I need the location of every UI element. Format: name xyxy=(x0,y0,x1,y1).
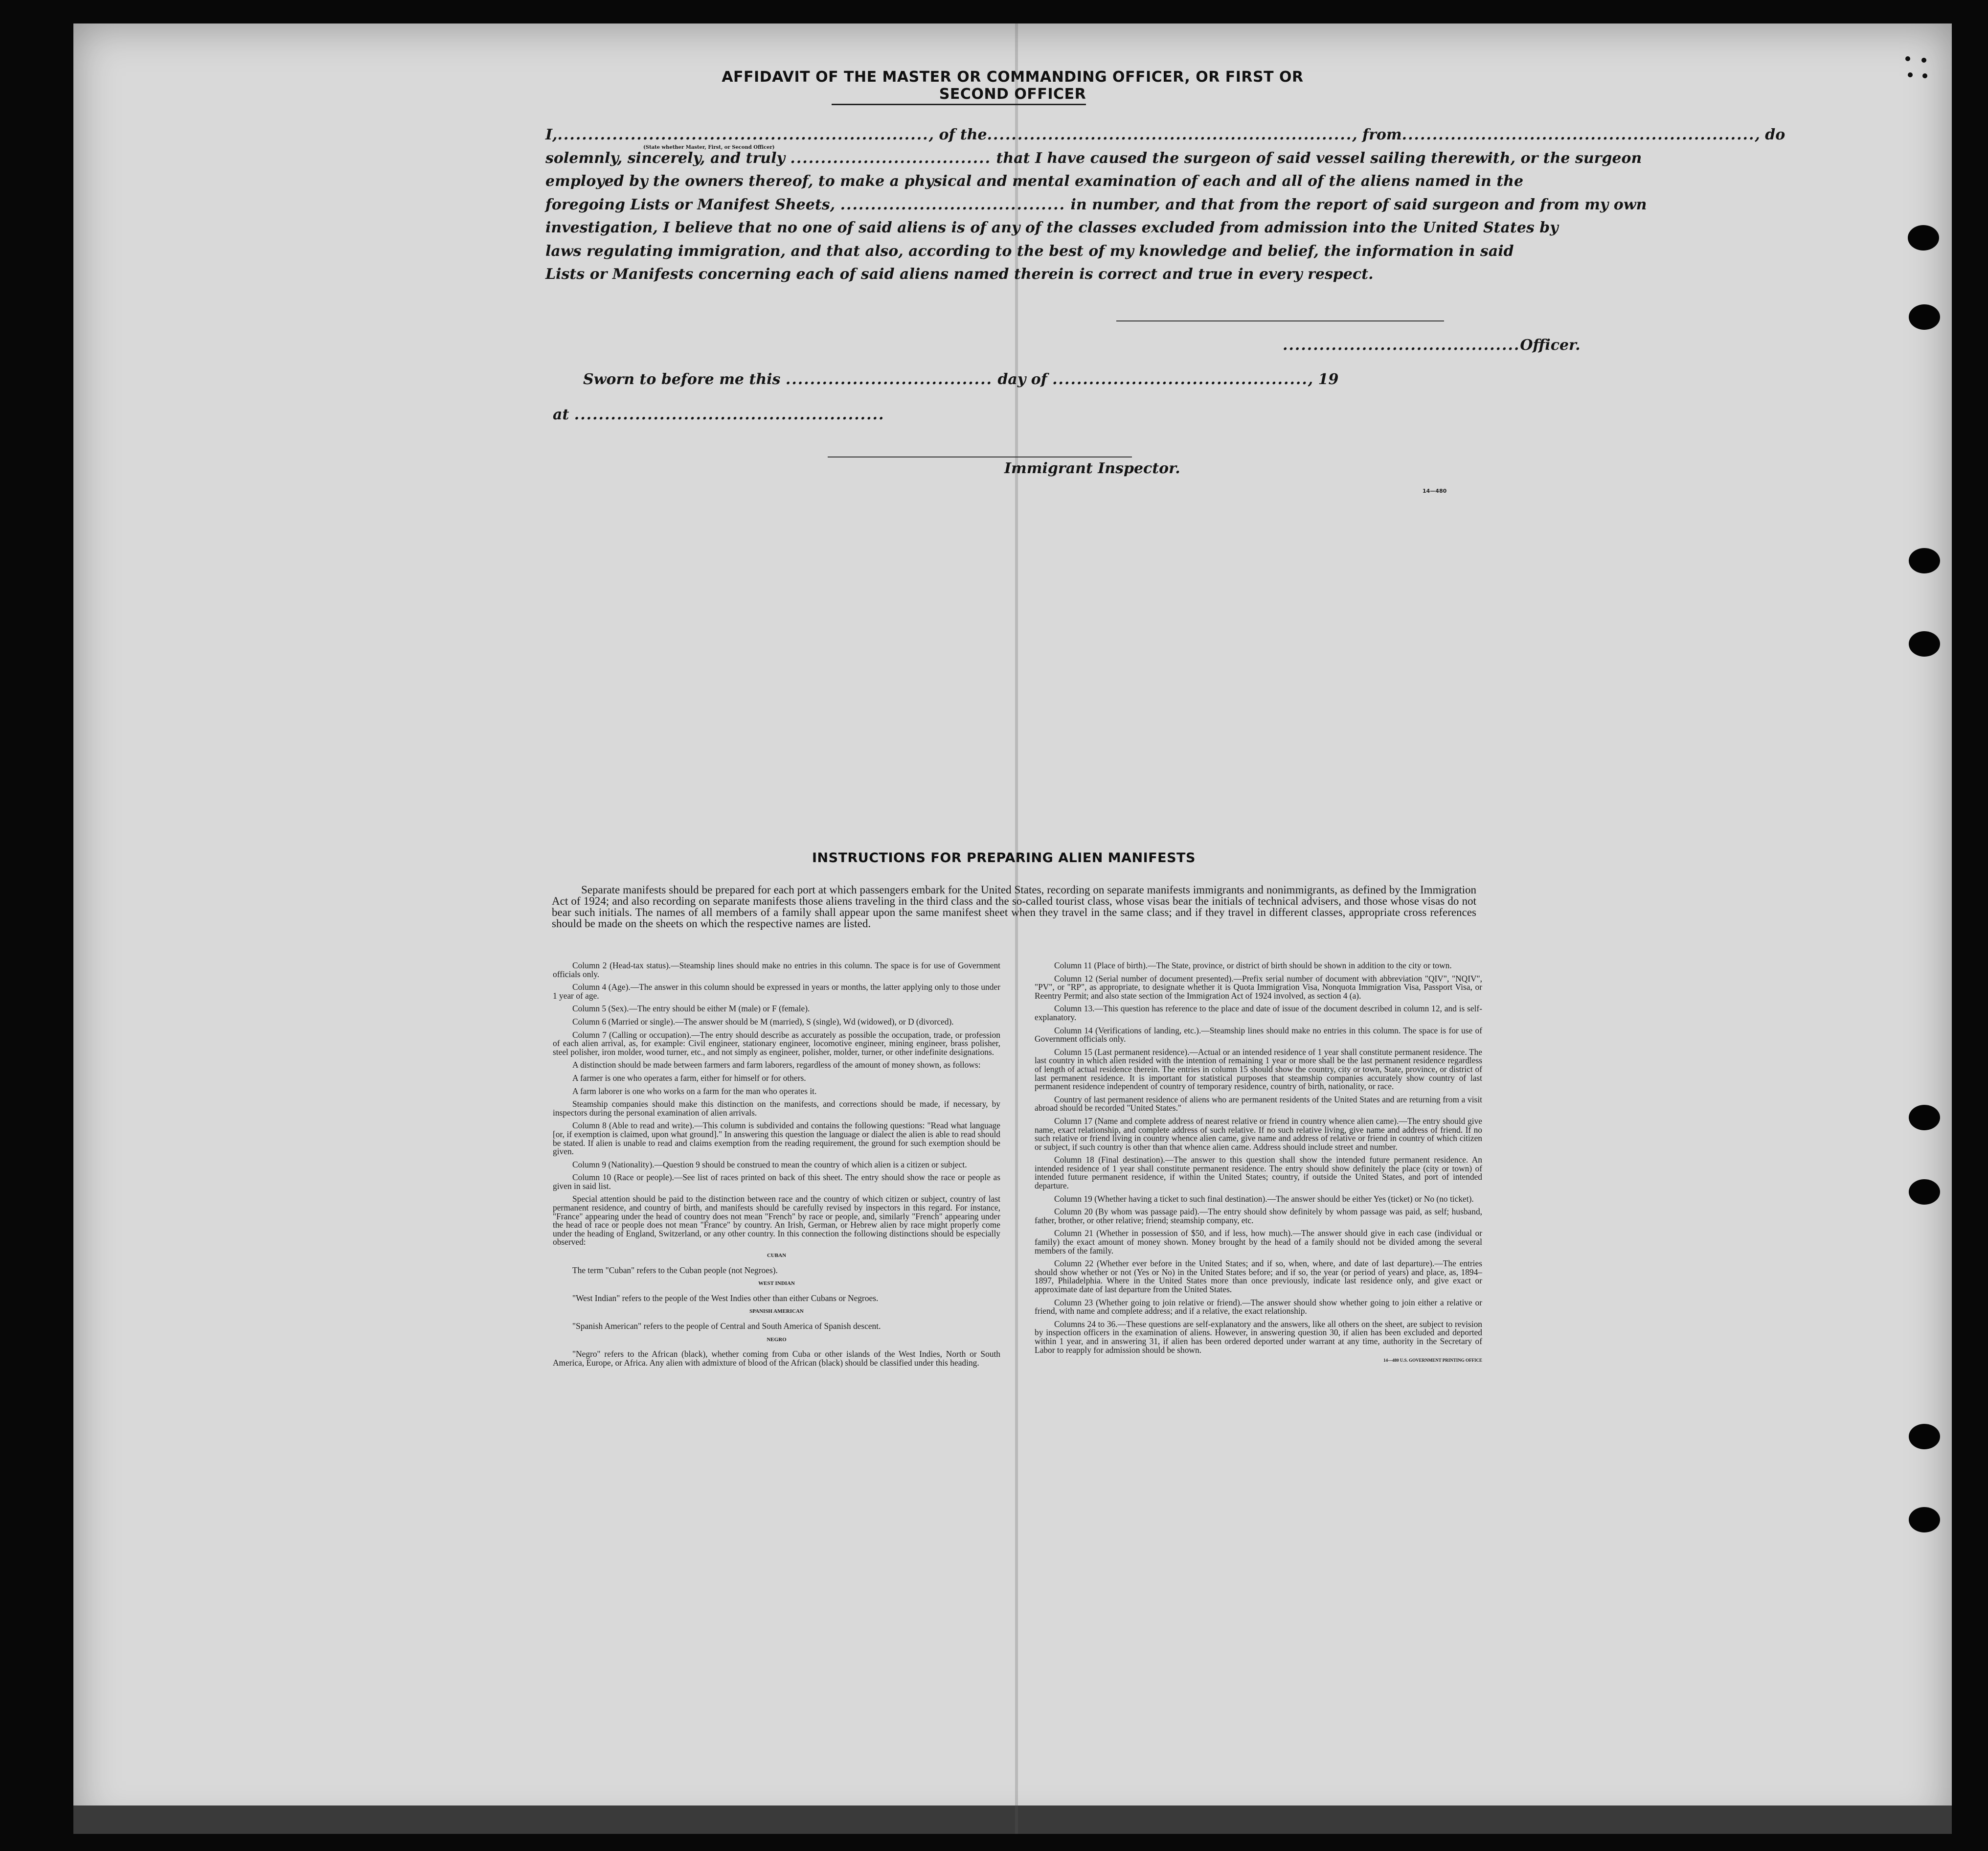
signature-line xyxy=(1116,320,1444,321)
left-para: A farmer is one who operates a farm, either for himself or for others. xyxy=(572,1073,806,1083)
left-para: Column 4 (Age).—The answer in this column should be expressed in years or months, the latter applying only to those under 1 year of age. xyxy=(553,982,1000,1001)
punch-hole xyxy=(1908,225,1939,251)
left-para: Column 6 (Married or single).—The answer should be M (married), S (single), Wd (widowed), or D (divorced). xyxy=(572,1016,954,1027)
form-code: 14—480 xyxy=(1423,488,1447,494)
left-para: A distinction should be made between farmers and farm laborers, regardless of the amount of money shown, as follows: xyxy=(572,1060,981,1070)
left-para: Column 10 (Race or people).—See list of races printed on back of this sheet. The entry should show the race or people as given in said list. xyxy=(553,1172,1000,1191)
left-para: A farm laborer is one who works on a farm for the man who operates it. xyxy=(572,1086,817,1096)
left-para: Special attention should be paid to the distinction between race and the country of which citizen or subject, country of last permanent residence, and country of birth, and manifests should be carefully revised by inspectors in this regard. For instance, "France" appearing under the head of country does not mean "French" by race or people, and, similarly "French" appearing under the head of race or people does not mean "France" by country. An Irish, German, or Hebrew alien by race might properly come under the heading of England, Switzerland, or any other country. In this connection the following distinctions should be especially observed: xyxy=(553,1194,1000,1247)
printing-office-code: 14—480 U.S. GOVERNMENT PRINTING OFFICE xyxy=(1383,1358,1482,1363)
state-note: (State whether Master, First, or Second Officer) xyxy=(643,144,775,150)
affidavit-from: , from xyxy=(1352,126,1402,143)
affidavit-line2-start: solemnly, sincerely, and truly xyxy=(545,149,785,167)
affidavit-line-6: laws regulating immigration, and that also, according to the best of my knowledge and belief, the information in said xyxy=(545,242,1514,260)
right-para: Country of last permanent residence of aliens who are permanent residents of the United States and are returning from a visit abroad should be recorded "United States." xyxy=(1035,1094,1482,1113)
affidavit-of-the: , of the xyxy=(928,126,987,143)
punch-hole xyxy=(1909,1179,1940,1205)
left-para: Column 7 (Calling or occupation).—The entry should describe as accurately as possible the occupation, trade, or profession of each alien arrival, as, for example: Civil engineer, stationary engineer, locomotive engineer, mining engineer, brass polisher, steel polisher, iron molder, wood turner, etc., and not simply as engineer, polisher, molder, turner, or other indefinite designations. xyxy=(553,1029,1000,1057)
west-indian-heading: WEST INDIAN xyxy=(758,1280,795,1287)
affidavit-line-2: (State whether Master, First, or Second Officer) solemnly, sincerely, and truly ................................. that I have caused the surgeon of said vessel sailing therewith, or the surgeon xyxy=(545,147,1477,170)
right-para: Column 22 (Whether ever before in the United States; and if so, when, where, and date of last departure).—The entries should show whether or not (Yes or No) in the United States before; and if so, the year (or period of years) and place, as, 1894–1897, Philadelphia. Where in the United States more than once previously, indicate last residence only, and give exact or approximate date of last departure from the United States. xyxy=(1035,1258,1482,1294)
punch-hole xyxy=(1909,1507,1940,1532)
corner-speck xyxy=(1905,56,1910,61)
left-para: Column 5 (Sex).—The entry should be either M (male) or F (female). xyxy=(572,1004,810,1014)
year-prefix: , 19 xyxy=(1308,371,1339,388)
right-para: Column 11 (Place of birth).—The State, province, or district of birth should be shown in addition to the city or town. xyxy=(1054,960,1452,970)
punch-hole xyxy=(1909,1424,1940,1449)
affidavit-i: I, xyxy=(545,126,558,143)
officer-label: .......................................Officer. xyxy=(1283,337,1581,354)
affidavit-line-5: investigation, I believe that no one of said aliens is of any of the classes excluded from admission into the United States by xyxy=(545,219,1559,236)
affidavit-title: AFFIDAVIT OF THE MASTER OR COMMANDING OFFICER, OR FIRST OR SECOND OFFICER xyxy=(722,69,1304,103)
affidavit-line-1: I,............................................................., of the............................................................, from.........................................................., do xyxy=(545,126,1785,143)
affidavit-body xyxy=(545,123,1785,286)
cuban-heading: CUBAN xyxy=(767,1253,787,1259)
west-indian-text: "West Indian" refers to the people of the West Indies other than either Cubans or Negroes. xyxy=(572,1293,879,1303)
right-para: Column 19 (Whether having a ticket to such final destination).—The answer should be either Yes (ticket) or No (no ticket). xyxy=(1054,1193,1474,1204)
right-para: Columns 24 to 36.—These questions are self-explanatory and the answers, like all others on the sheet, are subject to revision by inspection officers in the examination of aliens. However, in answering question 30, if alien has been excluded and deported within 1 year, and in answering 31, if alien has been ordered deported under warrant at any time, authority in the Secretary of Labor to reapply for admission should be shown. xyxy=(1035,1319,1482,1355)
punch-hole xyxy=(1909,304,1940,330)
left-para: Column 8 (Able to read and write).—This column is subdivided and contains the following questions: "Read what language [or, if exemption is claimed, upon what ground]." In answering this question the language or dialect the alien is able to read should be stated. If alien is unable to read and claims exemption from the reading requirement, the ground for such exemption should be given. xyxy=(553,1120,1000,1157)
affidavit-line-4: foregoing Lists or Manifest Sheets, ..................................... in number, and that from the report of said surgeon and from my own xyxy=(545,196,1647,213)
negro-heading: NEGRO xyxy=(767,1336,787,1343)
affidavit-do: , do xyxy=(1755,126,1785,143)
title-underline xyxy=(832,104,1086,105)
affidavit-line4-end: in number, and that from the report of said surgeon and from my own xyxy=(1070,196,1647,213)
instructions-right-column xyxy=(1035,961,1482,1370)
affidavit-line4-start: foregoing Lists or Manifest Sheets, xyxy=(545,196,836,213)
at-line: at ................................................... xyxy=(553,406,885,423)
instructions-title: INSTRUCTIONS FOR PREPARING ALIEN MANIFESTS xyxy=(812,850,1196,866)
affidavit-line2-end: that I have caused the surgeon of said vessel sailing therewith, or the surgeon xyxy=(996,149,1642,167)
right-para: Column 14 (Verifications of landing, etc.).—Steamship lines should make no entries in this column. The space is for use of Government officials only. xyxy=(1035,1025,1482,1044)
punch-hole xyxy=(1909,548,1940,573)
affidavit-line-3: employed by the owners thereof, to make a physical and mental examination of each and all of the aliens named in the xyxy=(545,173,1524,190)
corner-speck xyxy=(1908,72,1913,77)
right-para: Column 20 (By whom was passage paid).—The entry should show definitely by whom passage was paid, as self; husband, father, brother, or other relative; friend; steamship company, etc. xyxy=(1035,1207,1482,1225)
punch-hole xyxy=(1909,1105,1940,1130)
sworn-line: Sworn to before me this .................................. day of .........................................., 19 xyxy=(583,371,1339,388)
affidavit-line-7: Lists or Manifests concerning each of said aliens named therein is correct and true in every respect. xyxy=(545,266,1374,283)
at-label: at xyxy=(553,406,569,423)
spanish-american-text: "Spanish American" refers to the people of Central and South America of Spanish descent. xyxy=(572,1321,881,1331)
day-of-text: day of xyxy=(997,371,1047,388)
spanish-american-heading: SPANISH AMERICAN xyxy=(749,1308,804,1315)
right-para: Column 17 (Name and complete address of nearest relative or friend in country whence alien came).—The entry should give name, exact relationship, and complete address of such relative. If no such relative living, give name and address of friend. If no such relative or friend living in country whence alien came, give name and address of relative or friend in country of which citizen or subject, if such country is other than that whence alien came. Address should include street and number. xyxy=(1035,1116,1482,1152)
corner-speck xyxy=(1922,73,1927,78)
instructions-left-column xyxy=(553,961,1000,1371)
inspector-label: Immigrant Inspector. xyxy=(1004,460,1180,477)
officer-label-text: Officer. xyxy=(1520,337,1581,354)
right-para: Column 15 (Last permanent residence).—Actual or an intended residence of 1 year shall constitute permanent residence. The last country in which alien resided with the intention of remaining 1 year or more shall be the last permanent residence regardless of length of actual residence therein. The entries in column 15 should show the country, city or town, State, province, or district of last permanent residence. It is important for statistical purposes that steamship companies accurately show country of last permanent residence independent of country of temporary residence, country of birth, nationality, or race. xyxy=(1035,1047,1482,1092)
sworn-text: Sworn to before me this xyxy=(583,371,781,388)
right-para: Column 18 (Final destination).—The answer to this question shall show the intended future permanent residence. An intended residence of 1 year shall constitute permanent residence. The entry should show definitely the place (city or town) of intended future permanent residence, if within the United States; country, if outside the United States, and port of intended departure. xyxy=(1035,1155,1482,1191)
cuban-text: The term "Cuban" refers to the Cuban people (not Negroes). xyxy=(572,1265,778,1275)
right-para: Column 12 (Serial number of document presented).—Prefix serial number of document with abbreviation "QIV", "NQIV", "PV", or "RP", as appropriate, to designate whether it is Quota Immigration Visa, Nonquota Immigration Visa, Passport Visa, or Reentry Permit; and also state section of the Immigration Act of 1924 involved, as section 4 (a). xyxy=(1035,973,1482,1001)
right-para: Column 13.—This question has reference to the place and date of issue of the document described in column 12, and is self-explanatory. xyxy=(1035,1004,1482,1022)
instructions-intro: Separate manifests should be prepared for each port at which passengers embark for the United States, recording on separate manifests immigrants and nonimmigrants, as defined by the Immigration Act of 1924; and also recording on separate manifests those aliens traveling in the third class and the so-called tourist class, whose visas bear the initials of technical advisers, and those whose visas do not bear such initials. The names of all members of a family shall appear upon the same manifest sheet when they travel in the same class; and if they travel in different classes, appropriate cross references should be made on the sheets on which the respective names are listed. xyxy=(552,884,1476,930)
sheet-bottom-edge xyxy=(73,1805,1952,1834)
punch-hole xyxy=(1909,631,1940,657)
corner-speck xyxy=(1921,58,1926,63)
right-para: Column 23 (Whether going to join relative or friend).—The answer should show whether going to join either a relative or friend, with name and complete address; and if a relative, the exact relationship. xyxy=(1035,1297,1482,1316)
left-para: Steamship companies should make this distinction on the manifests, and corrections should be made, if necessary, by inspectors during the personal examination of alien arrivals. xyxy=(553,1099,1000,1118)
negro-text: "Negro" refers to the African (black), whether coming from Cuba or other islands of the West Indies, North or South America, Europe, or Africa. Any alien with admixture of blood of the African (black) should be classified under this heading. xyxy=(553,1349,1000,1368)
left-para: Column 2 (Head-tax status).—Steamship lines should make no entries in this column. The space is for use of Government officials only. xyxy=(553,960,1000,979)
right-para: Column 21 (Whether in possession of $50, and if less, how much).—The answer should give in each case (individual or family) the exact amount of money shown. Money brought by the head of a family should not be divided among the several members of the family. xyxy=(1035,1228,1482,1256)
left-para: Column 9 (Nationality).—Question 9 should be construed to mean the country of which alien is a citizen or subject. xyxy=(572,1159,967,1169)
